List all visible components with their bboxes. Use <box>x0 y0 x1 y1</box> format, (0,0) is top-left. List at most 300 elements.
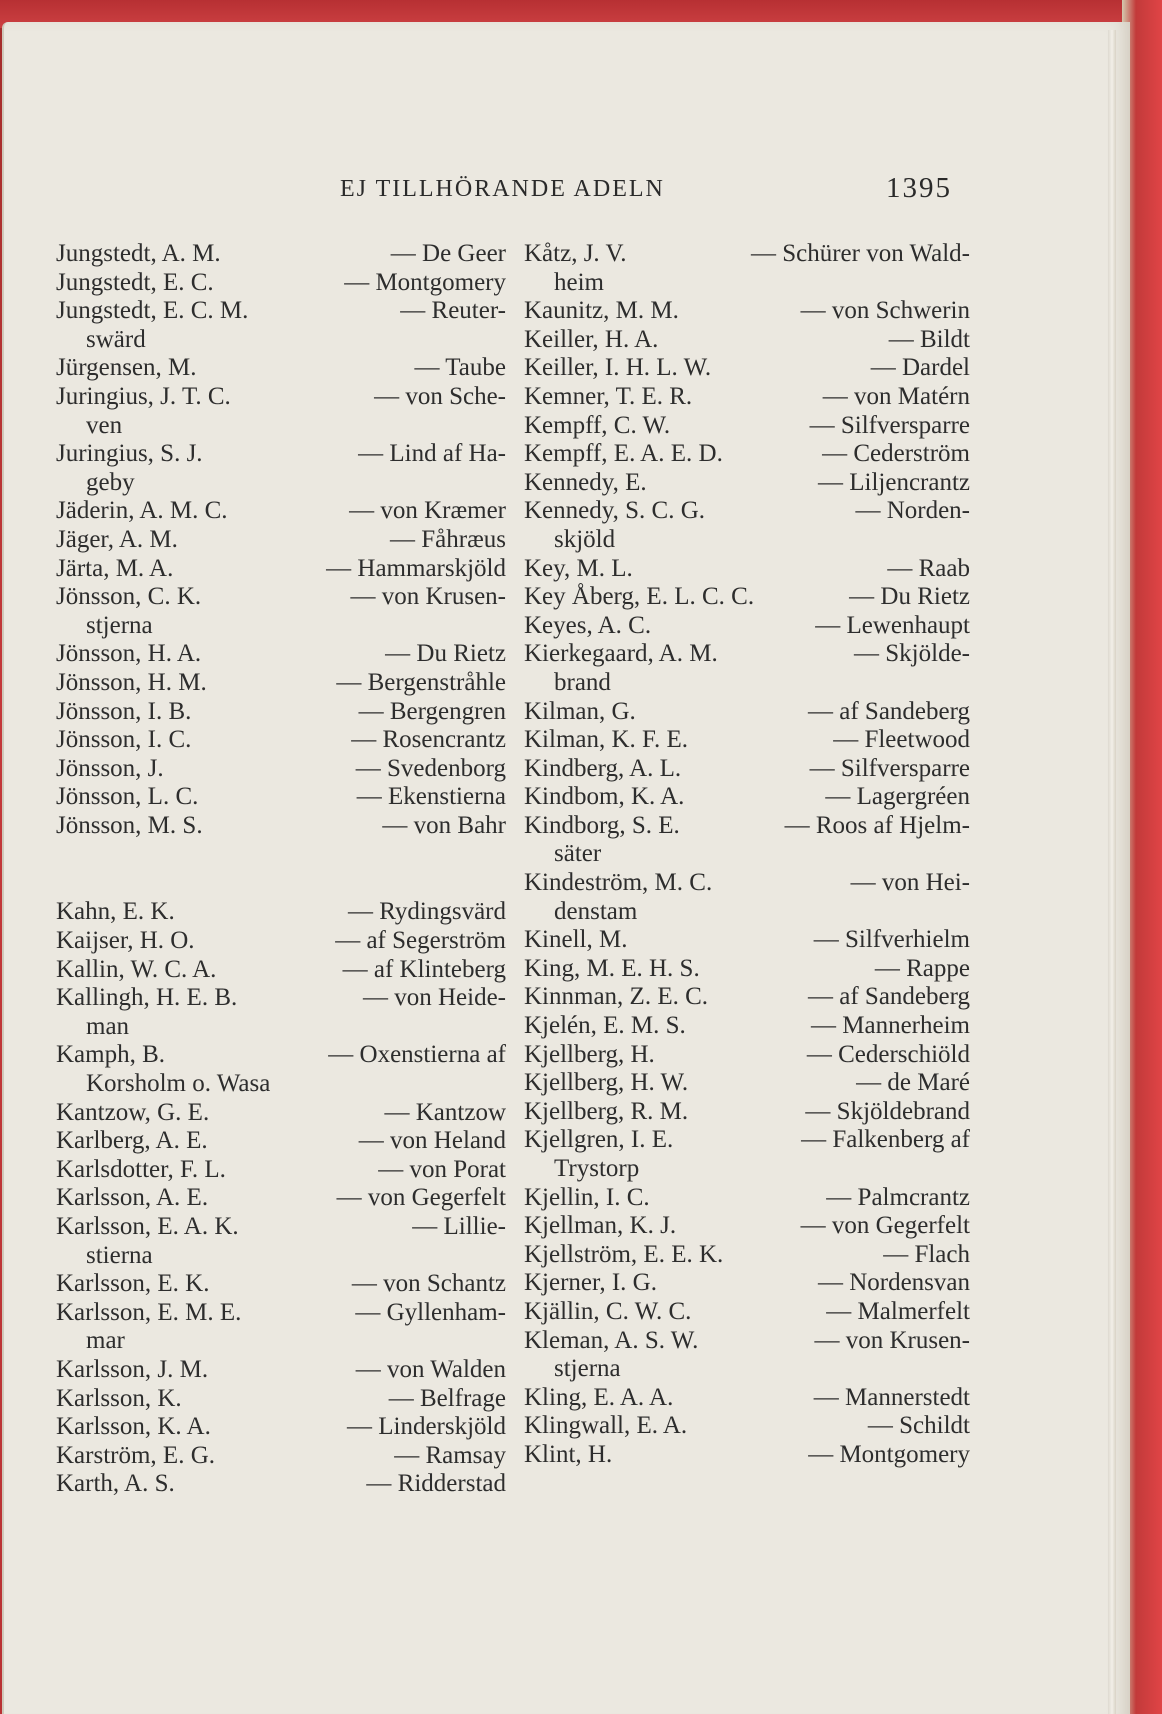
entry-line <box>56 898 506 927</box>
entry-person: Kierkegaard, A. M. <box>524 640 718 668</box>
entry-line <box>524 1126 970 1155</box>
entry-family: — Bergenstråhle <box>336 668 506 696</box>
entry-family: — von Schantz <box>351 1270 506 1298</box>
entry-person: Kantzow, G. E. <box>56 1098 210 1126</box>
entry-continuation: skjöld <box>554 525 616 553</box>
entry-continuation: stierna <box>86 1241 153 1269</box>
entry-continuation: denstam <box>554 897 638 925</box>
entry-family: — Rosencrantz <box>351 726 506 754</box>
index-entry <box>56 1442 506 1471</box>
index-entry <box>524 726 970 755</box>
index-entry <box>56 240 506 269</box>
entry-person: Karström, E. G. <box>56 1441 215 1469</box>
entry-continuation: stjerna <box>86 611 153 639</box>
entry-continuation: Trystorp <box>554 1155 640 1182</box>
entry-family: — von Porat <box>378 1155 506 1183</box>
entry-person: Jönsson, M. S. <box>56 811 203 839</box>
entry-line <box>56 1127 506 1156</box>
entry-family: — Montgomery <box>344 268 506 296</box>
index-entry <box>524 1327 970 1384</box>
entry-person: Kjellberg, R. M. <box>524 1097 689 1125</box>
index-entry <box>524 783 970 812</box>
entry-family: — Liljencrantz <box>817 468 970 496</box>
index-entry <box>56 783 506 812</box>
entry-person: Karth, A. S. <box>56 1470 175 1498</box>
index-entry <box>524 1412 970 1441</box>
entry-person: Karlsson, A. E. <box>56 1184 209 1212</box>
entry-line <box>56 1184 506 1213</box>
entry-line <box>524 1069 970 1098</box>
entry-line <box>524 1412 970 1441</box>
entry-line <box>524 555 970 584</box>
index-entry <box>524 240 970 297</box>
entry-line <box>524 1212 970 1241</box>
entry-person: Kjelén, E. M. S. <box>524 1012 686 1040</box>
entry-line <box>56 440 506 469</box>
entry-family: — Skjölde- <box>854 640 970 668</box>
entry-person: Kempff, C. W. <box>524 411 671 439</box>
index-entry <box>524 1212 970 1241</box>
entry-line <box>56 383 506 412</box>
index-entry <box>524 1269 970 1298</box>
index-entry <box>56 526 506 555</box>
entry-family: — Roos af Hjelm- <box>784 811 970 839</box>
entry-person: Kling, E. A. A. <box>524 1383 674 1411</box>
entry-line <box>56 726 506 755</box>
entry-family: — Raab <box>887 554 970 582</box>
entry-person: Karlsson, E. M. E. <box>56 1298 242 1326</box>
entry-family: — von Walden <box>355 1355 506 1383</box>
entry-line <box>56 755 506 784</box>
index-entry <box>524 755 970 784</box>
entries-group-k <box>56 898 506 1498</box>
entry-family: — Oxenstierna af <box>328 1041 506 1069</box>
entry-line <box>56 1099 506 1128</box>
entry-line <box>524 869 970 898</box>
entry-person: Kinell, M. <box>524 926 628 954</box>
entry-line <box>56 354 506 383</box>
entry-continuation: geby <box>86 468 135 496</box>
entry-person: Kjellberg, H. <box>524 1040 655 1068</box>
entry-person: Klint, H. <box>524 1440 613 1468</box>
entry-line <box>56 927 506 956</box>
index-entry <box>524 983 970 1012</box>
index-entry <box>56 1356 506 1385</box>
entry-family: — Rappe <box>874 954 970 982</box>
entry-line <box>524 812 970 841</box>
index-entry <box>524 1298 970 1327</box>
entry-family: — von Krusen- <box>350 583 506 611</box>
index-entry <box>524 1384 970 1413</box>
index-entry <box>524 326 970 355</box>
entry-line <box>56 812 506 841</box>
entry-person: Kallin, W. C. A. <box>56 955 217 983</box>
index-entry <box>56 927 506 956</box>
entry-line <box>56 956 506 985</box>
entry-person: Jürgensen, M. <box>56 354 197 382</box>
entry-family: — Kantzow <box>384 1098 506 1126</box>
entry-family: — Lind af Ha- <box>358 440 506 468</box>
entry-person: Kallingh, H. E. B. <box>56 984 238 1012</box>
entry-person: Juringius, J. T. C. <box>56 382 231 410</box>
index-entry <box>56 984 506 1041</box>
entry-line <box>56 783 506 812</box>
entry-family: — Ridderstad <box>366 1470 506 1498</box>
index-entry <box>524 383 970 412</box>
entry-line <box>56 1156 506 1185</box>
entry-family: — Norden- <box>855 497 970 525</box>
entry-person: Jönsson, C. K. <box>56 583 202 611</box>
entry-family: — Mannerstedt <box>813 1383 970 1411</box>
index-entry <box>524 612 970 641</box>
entry-line <box>524 240 970 269</box>
entry-family: — de Maré <box>856 1069 970 1097</box>
index-entry <box>524 469 970 498</box>
index-entry <box>56 812 506 841</box>
entry-line <box>524 698 970 727</box>
entry-person: Kindberg, A. L. <box>524 754 682 782</box>
index-entry <box>56 898 506 927</box>
entry-family: — af Sandeberg <box>808 983 970 1011</box>
entry-person: Karlberg, A. E. <box>56 1127 208 1155</box>
entry-family: — von Gegerfelt <box>800 1212 970 1240</box>
entry-person: Karlsdotter, F. L. <box>56 1155 226 1183</box>
index-entry <box>524 926 970 955</box>
entry-family: — Lagergréen <box>825 783 970 811</box>
entry-line <box>524 469 970 498</box>
entry-family: — Falkenberg af <box>801 1126 970 1154</box>
entry-person: Kjellström, E. E. K. <box>524 1240 724 1268</box>
entry-person: Kennedy, S. C. G. <box>524 497 706 525</box>
index-entry <box>524 1126 970 1183</box>
entry-family: — Fleetwood <box>833 726 970 754</box>
entry-person: Kjellgren, I. E. <box>524 1126 674 1154</box>
entry-line <box>56 1385 506 1414</box>
entry-line <box>524 983 970 1012</box>
index-entry <box>524 1069 970 1098</box>
entry-line <box>524 1298 970 1327</box>
entry-person: Karlsson, K. <box>56 1384 182 1412</box>
entry-family: — Reuter- <box>400 297 506 325</box>
index-entry <box>56 440 506 497</box>
entry-person: Kleman, A. S. W. <box>524 1326 699 1354</box>
entry-continuation: man <box>86 1012 130 1040</box>
entry-person: Kamph, B. <box>56 1041 166 1069</box>
entry-line <box>524 354 970 383</box>
entry-person: Kennedy, E. <box>524 468 647 496</box>
entry-line <box>524 955 970 984</box>
entry-line <box>56 1299 506 1328</box>
entry-person: Järta, M. A. <box>56 554 174 582</box>
entry-person: Kaunitz, M. M. <box>524 297 679 325</box>
index-entry <box>56 383 506 440</box>
index-entry <box>524 497 970 554</box>
entry-person: Kempff, E. A. E. D. <box>524 440 723 468</box>
index-entry <box>56 1156 506 1185</box>
entry-line <box>56 297 506 326</box>
left-column <box>56 240 506 1499</box>
entry-family: — von Heide- <box>362 984 506 1012</box>
entry-line <box>56 1270 506 1299</box>
entry-family: — von Hei- <box>850 869 970 897</box>
entry-family: — von Gegerfelt <box>336 1184 506 1212</box>
entry-person: Key Åberg, E. L. C. C. <box>524 583 755 611</box>
page-fold-shadow <box>1108 30 1116 1714</box>
index-entry <box>524 583 970 612</box>
entry-line <box>524 297 970 326</box>
index-entry <box>524 1441 970 1470</box>
entry-line <box>524 1269 970 1298</box>
entry-person: Kahn, E. K. <box>56 898 175 926</box>
entry-family: — Silfversparre <box>809 411 970 439</box>
entry-person: Karlsson, E. K. <box>56 1270 210 1298</box>
index-entry <box>524 1241 970 1270</box>
entry-person: Jäger, A. M. <box>56 525 178 553</box>
entry-line <box>56 555 506 584</box>
entry-continuation: heim <box>554 268 604 296</box>
index-entry <box>56 1127 506 1156</box>
entry-person: Jönsson, L. C. <box>56 783 199 811</box>
index-entry <box>524 640 970 697</box>
entry-family: — Cederschiöld <box>806 1040 970 1068</box>
entry-person: Kåtz, J. V. <box>524 240 627 267</box>
index-entry <box>56 354 506 383</box>
entry-person: Jönsson, I. B. <box>56 697 192 725</box>
page-number: 1395 <box>886 172 952 204</box>
entry-person: Jungstedt, E. C. <box>56 268 214 296</box>
entry-family: — Ekenstierna <box>356 783 506 811</box>
entry-family: — Du Rietz <box>385 640 506 668</box>
right-column <box>524 240 970 1470</box>
entry-person: Kilman, K. F. E. <box>524 726 688 754</box>
index-entry <box>524 440 970 469</box>
entry-family: — af Segerström <box>335 927 506 955</box>
index-entry <box>524 698 970 727</box>
entry-line <box>56 583 506 612</box>
entry-family: — Bildt <box>888 325 970 353</box>
entry-person: Kilman, G. <box>524 697 636 725</box>
entries-right <box>524 240 970 1470</box>
entry-line <box>524 1384 970 1413</box>
entry-person: Jungstedt, E. C. M. <box>56 297 249 325</box>
entry-person: Keiller, H. A. <box>524 325 659 353</box>
entry-line <box>56 1470 506 1499</box>
entry-family: — Flach <box>883 1240 970 1268</box>
index-entry <box>524 955 970 984</box>
entry-family: — Ramsay <box>394 1441 506 1469</box>
entry-person: Kemner, T. E. R. <box>524 382 693 410</box>
entry-family: — Linderskjöld <box>346 1413 506 1441</box>
index-entry <box>56 497 506 526</box>
entry-line <box>524 497 970 526</box>
index-entry <box>56 555 506 584</box>
entry-family: — Montgomery <box>808 1440 970 1468</box>
entry-person: Kjellberg, H. W. <box>524 1069 689 1097</box>
entry-person: Karlsson, E. A. K. <box>56 1213 239 1240</box>
entry-person: Karlsson, J. M. <box>56 1355 209 1383</box>
entry-family: — Nordensvan <box>817 1269 970 1297</box>
entry-person: Keyes, A. C. <box>524 611 652 639</box>
index-entry <box>56 1270 506 1299</box>
entry-family: — Svedenborg <box>355 754 506 782</box>
entry-line <box>524 1098 970 1127</box>
entry-line <box>56 698 506 727</box>
index-entry <box>56 640 506 669</box>
entry-family: — Schürer von Wald- <box>750 240 970 267</box>
entry-person: Jönsson, I. C. <box>56 726 192 754</box>
entry-line <box>56 1041 506 1070</box>
index-entry <box>56 1213 506 1270</box>
entry-family: — Lillie- <box>412 1213 506 1240</box>
entry-line <box>56 497 506 526</box>
entry-line <box>56 240 506 269</box>
entry-line <box>56 1356 506 1385</box>
entry-line <box>524 926 970 955</box>
entry-person: Kjerner, I. G. <box>524 1269 657 1297</box>
entry-family: — Belfrage <box>388 1384 506 1412</box>
entry-continuation: stjerna <box>554 1355 621 1383</box>
entry-person: Keiller, I. H. L. W. <box>524 354 712 382</box>
entry-family: — Schildt <box>867 1412 970 1440</box>
entry-family: — von Krusen- <box>814 1326 970 1354</box>
index-entry <box>524 555 970 584</box>
entry-line <box>524 755 970 784</box>
entry-family: — von Matérn <box>822 382 970 410</box>
entry-line <box>524 583 970 612</box>
entry-family: — von Heland <box>358 1127 506 1155</box>
entry-family: — Silfversparre <box>809 754 970 782</box>
index-entry <box>56 1099 506 1128</box>
entry-person: Jönsson, H. M. <box>56 668 207 696</box>
index-entry <box>56 269 506 298</box>
entry-person: Jäderin, A. M. C. <box>56 497 228 525</box>
entry-family: — Gyllenham- <box>355 1298 506 1326</box>
entry-person: Kindborg, S. E. <box>524 811 680 839</box>
entry-line <box>524 640 970 669</box>
entry-person: Kindbom, K. A. <box>524 783 685 811</box>
entry-family: — von Bahr <box>382 811 506 839</box>
entry-family: — von Kræmer <box>349 497 506 525</box>
entry-family: — von Schwerin <box>800 297 970 325</box>
entry-person: Jönsson, J. <box>56 754 164 782</box>
index-entry <box>524 297 970 326</box>
entry-continuation: mar <box>86 1327 125 1355</box>
entry-family: — Silfverhielm <box>813 926 970 954</box>
entry-line <box>56 1413 506 1442</box>
entry-family: — Fåhræus <box>390 525 506 553</box>
entry-person: Kinnman, Z. E. C. <box>524 983 709 1011</box>
index-entry <box>524 812 970 869</box>
entry-continuation: ven <box>86 411 123 439</box>
entry-family: — Lewenhaupt <box>815 611 970 639</box>
entry-family: — von Sche- <box>374 382 506 410</box>
running-header: EJ TILLHÖRANDE ADELN <box>340 176 665 202</box>
entry-person: Kjellman, K. J. <box>524 1212 677 1240</box>
entry-line <box>524 1441 970 1470</box>
entry-person: Jönsson, H. A. <box>56 640 202 668</box>
entry-continuation: swärd <box>86 325 146 353</box>
section-gap <box>56 840 506 898</box>
entry-family: — Dardel <box>870 354 970 382</box>
entry-family: — Cederström <box>822 440 970 468</box>
entry-person: Key, M. L. <box>524 554 633 582</box>
entry-line <box>524 412 970 441</box>
entry-continuation: brand <box>554 668 611 696</box>
entry-family: — af Sandeberg <box>808 697 970 725</box>
index-entry <box>56 956 506 985</box>
entry-person: Kaijser, H. O. <box>56 927 195 955</box>
entry-continuation: Korsholm o. Wasa <box>86 1070 271 1098</box>
entry-person: King, M. E. H. S. <box>524 954 700 982</box>
index-entry <box>56 1041 506 1098</box>
entry-person: Karlsson, K. A. <box>56 1413 211 1441</box>
entry-family: — Mannerheim <box>811 1012 970 1040</box>
entry-line <box>56 669 506 698</box>
entry-line <box>524 326 970 355</box>
entry-person: Jungstedt, A. M. <box>56 240 221 267</box>
entry-line <box>56 269 506 298</box>
entry-family: — af Klinteberg <box>342 955 506 983</box>
entry-line <box>524 1184 970 1213</box>
index-entry <box>56 297 506 354</box>
index-entry <box>56 583 506 640</box>
entry-person: Kjällin, C. W. C. <box>524 1297 692 1325</box>
index-entry <box>56 1385 506 1414</box>
entry-line <box>524 783 970 812</box>
entry-person: Juringius, S. J. <box>56 440 203 468</box>
entry-line <box>56 526 506 555</box>
index-entry <box>524 1041 970 1070</box>
entry-person: Klingwall, E. A. <box>524 1412 688 1440</box>
entry-line <box>524 1241 970 1270</box>
index-entry <box>56 755 506 784</box>
entry-line <box>524 1012 970 1041</box>
entry-line <box>524 726 970 755</box>
entry-person: Kindeström, M. C. <box>524 869 713 897</box>
entry-family: — Taube <box>414 354 506 382</box>
index-entry <box>56 1470 506 1499</box>
index-entry <box>524 869 970 926</box>
entry-line <box>524 1041 970 1070</box>
index-entry <box>56 1413 506 1442</box>
entry-family: — Skjöldebrand <box>805 1097 970 1125</box>
entry-line <box>524 383 970 412</box>
index-entry <box>56 1184 506 1213</box>
entry-family: — De Geer <box>390 240 506 267</box>
index-entry <box>56 669 506 698</box>
entry-line <box>56 1213 506 1242</box>
index-entry <box>524 1184 970 1213</box>
entry-family: — Du Rietz <box>849 583 970 611</box>
entry-line <box>56 640 506 669</box>
entry-line <box>524 440 970 469</box>
entry-person: Kjellin, I. C. <box>524 1183 650 1211</box>
entry-family: — Bergengren <box>358 697 506 725</box>
entry-family: — Palmcrantz <box>826 1183 970 1211</box>
entry-continuation: säter <box>554 840 602 868</box>
entry-line <box>524 612 970 641</box>
index-entry <box>524 1012 970 1041</box>
index-entry <box>524 1098 970 1127</box>
entry-family: — Hammarskjöld <box>326 554 506 582</box>
index-entry <box>524 354 970 383</box>
entry-line <box>56 1442 506 1471</box>
entry-family: — Malmerfelt <box>826 1297 970 1325</box>
index-entry <box>56 726 506 755</box>
entries-group-j <box>56 240 506 840</box>
index-entry <box>524 412 970 441</box>
index-entry <box>56 698 506 727</box>
